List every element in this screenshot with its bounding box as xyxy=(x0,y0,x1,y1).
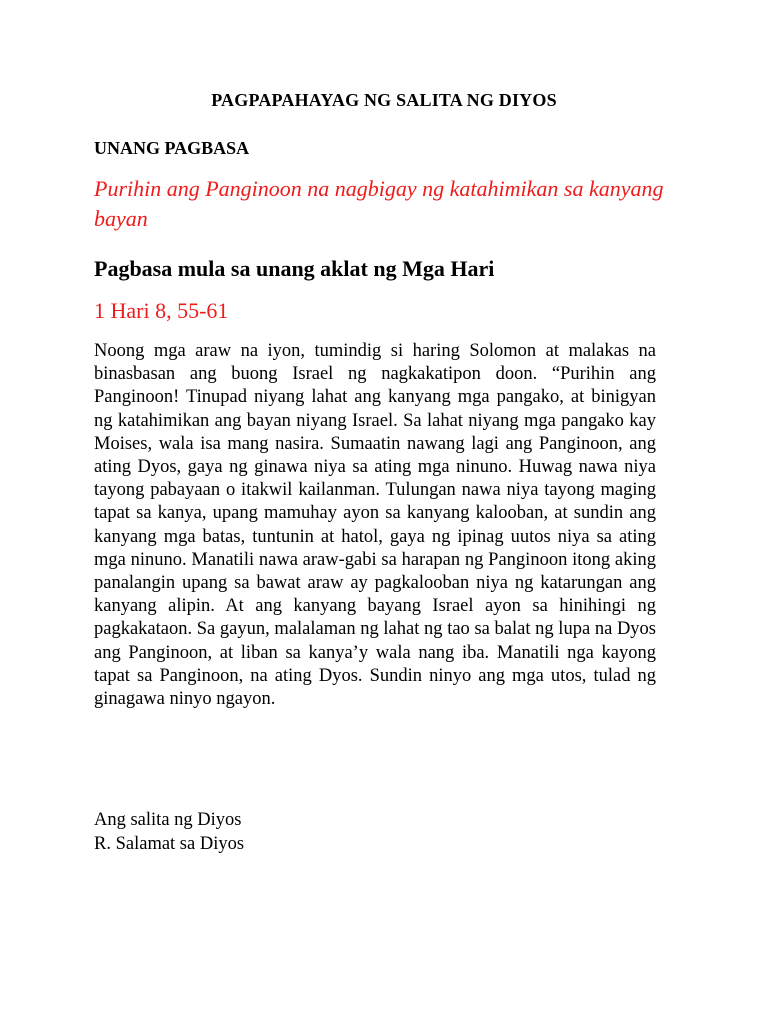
section-heading: UNANG PAGBASA xyxy=(94,138,250,158)
response-line: R. Salamat sa Diyos xyxy=(94,834,245,854)
reading-body: Noong mga araw na iyon, tumindig si haring Solomon at malakas na binasbasan ang buong Israel ng nagkakatipon doon. “Purihin ang Panginoon! Tinupad niyang lahat ang kanyang mga pangako, at binigyan ng katahimikan ang bayan niyang Israel. Sa lahat niyang mga pangako kay Moises, wala isa mang nasira. Sumaatin nawang lagi ang Panginoon, ang ating Dyos, gaya ng ginawa niya sa ating mga ninuno. Huwag nawa niya tayong pabayaan o itakwil kailanman. Tulungan nawa niya tayong maging tapat sa kanya, upang mamuhay ayon sa kanyang kalooban, at sundin ang kanyang mga batas, tuntunin at hatol, gaya ng ipinag uutos niya sa ating mga ninuno. Manatili nawa araw-gabi sa harapan ng Panginoon itong aking panalangin upang sa bawat araw ay pagkalooban niya ng katarungan ang kanyang alipin. At ang kanyang bayang Israel ayon sa hinihingi ng pagkakataon. Sa gayun, malalaman ng lahat ng tao sa balat ng lupa na Dyos ang Panginoon, at liban sa kanya’y wala nang iba. Manatili nga kayong tapat sa Panginoon, na ating Dyos. Sundin ninyo ang mga utos, tulad ng ginagawa ninyo ngayon. xyxy=(94,341,656,710)
closing-block xyxy=(94,808,244,856)
reading-title: Pagbasa mula sa unang aklat ng Mga Hari xyxy=(94,256,495,281)
reading-theme: Purihin ang Panginoon na nagbigay ng katahimikan sa kanyang bayan xyxy=(94,176,664,231)
document-title: PAGPAPAHAYAG NG SALITA NG DIYOS xyxy=(211,90,557,110)
scripture-citation: 1 Hari 8, 55-61 xyxy=(94,298,229,323)
closing-line: Ang salita ng Diyos xyxy=(94,810,242,830)
